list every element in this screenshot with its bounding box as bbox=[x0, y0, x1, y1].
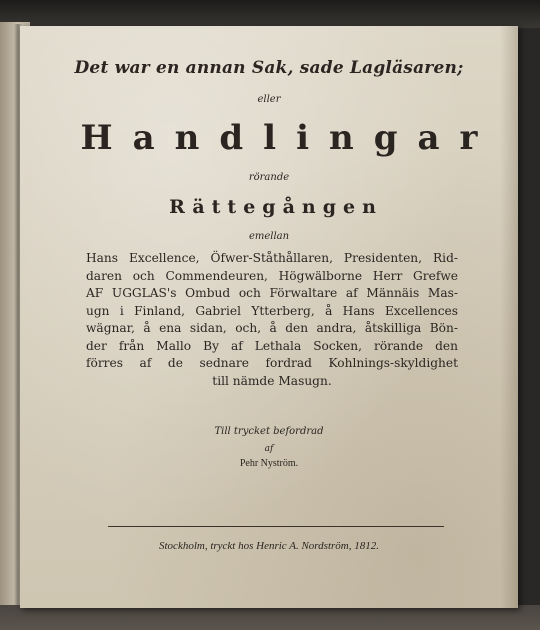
imprint-line: Till trycket befordrad bbox=[214, 426, 324, 437]
title-page bbox=[20, 26, 518, 608]
colophon-rule bbox=[108, 526, 444, 527]
body-line: der från Mallo By af Lethala Socken, rörande den bbox=[86, 338, 458, 353]
imprint-af: af bbox=[264, 444, 274, 454]
headline: Det war en annan Sak, sade Lagläsaren; bbox=[74, 58, 464, 78]
printer-name: Pehr Nyström. bbox=[239, 458, 299, 469]
connector-eller: eller bbox=[257, 94, 281, 105]
main-title: Handlingar bbox=[80, 118, 498, 158]
body-line: daren och Commendeuren, Högwälborne Herr Grefwe bbox=[86, 268, 458, 283]
body-line: förres af de sednare fordrad Kohlnings-skyldighet bbox=[86, 356, 458, 370]
connector-emellan: emellan bbox=[248, 231, 290, 242]
backdrop-top bbox=[0, 0, 540, 28]
backdrop-bottom bbox=[0, 605, 540, 630]
body-line: Hans Excellence, Öfwer-Ståthållaren, Presidenten, Rid- bbox=[86, 251, 458, 265]
connector-rorande: rörande bbox=[248, 172, 290, 183]
body-line: till nämde Masugn. bbox=[212, 373, 332, 388]
body-line: AF UGGLAS's Ombud och Förwaltare af Männäis Mas- bbox=[86, 286, 458, 300]
subject-title: Rättegången bbox=[169, 196, 383, 218]
body-line: wägnar, å ena sidan, och, å den andra, åtskilliga Bön- bbox=[86, 321, 458, 335]
body-paragraph bbox=[86, 250, 458, 390]
colophon: Stockholm, tryckt hos Henric A. Nordström, 1812. bbox=[159, 540, 379, 552]
body-line: ugn i Finland, Gabriel Ytterberg, å Hans Excellences bbox=[86, 303, 458, 318]
